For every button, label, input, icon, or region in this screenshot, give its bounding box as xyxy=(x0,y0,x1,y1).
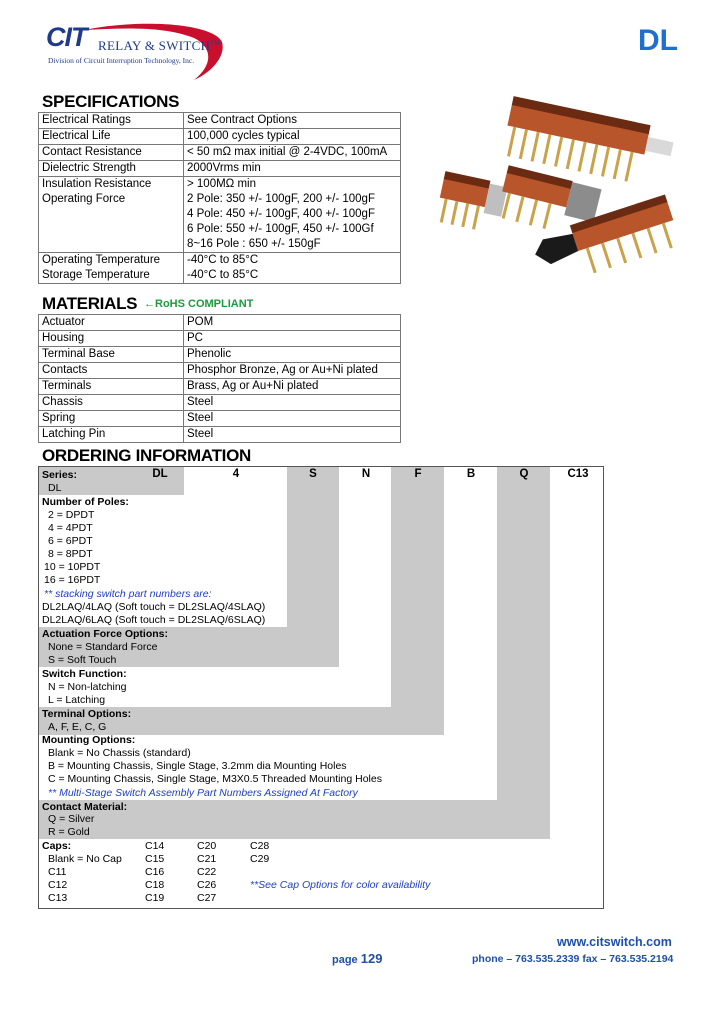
specifications-heading: SPECIFICATIONS xyxy=(42,92,180,111)
spec-value: 6 Pole: 550 +/- 100gF, 450 +/- 100Gf xyxy=(187,223,374,235)
page-number: page 129 xyxy=(332,951,383,966)
poles-option: 4 = 4PDT xyxy=(48,522,93,534)
materials-table xyxy=(38,314,401,443)
mounting-option: C = Mounting Chassis, Single Stage, M3X0.5 Threaded Mounting Holes xyxy=(48,773,382,785)
material-value: POM xyxy=(184,315,401,331)
poles-option: 16 = 16PDT xyxy=(44,574,101,586)
series-value: DL xyxy=(48,482,62,494)
code-terminal: F xyxy=(414,468,422,480)
spec-value: -40°C to 85°C xyxy=(187,269,259,281)
material-key: Contacts xyxy=(39,363,184,379)
table-row xyxy=(39,411,401,427)
table-row xyxy=(39,347,401,363)
spec-value: < 50 mΩ max initial @ 2-4VDC, 100mA xyxy=(184,145,401,161)
material-key: Actuator xyxy=(39,315,184,331)
actuation-option: None = Standard Force xyxy=(48,641,158,653)
code-poles: 4 xyxy=(232,468,240,480)
logo-cit-text: CIT xyxy=(46,22,87,52)
poles-option: 10 = 10PDT xyxy=(44,561,101,573)
cap-option: C18 xyxy=(145,879,165,891)
spec-key: Storage Temperature xyxy=(42,269,150,281)
spec-key: Insulation Resistance xyxy=(42,178,152,190)
spec-value-group xyxy=(184,177,401,253)
spec-key-group xyxy=(39,253,184,284)
logo-division-text: Division of Circuit Interruption Technology, Inc. xyxy=(48,56,195,65)
spec-value: 2000Vrms min xyxy=(184,161,401,177)
force-code-column xyxy=(287,467,339,627)
product-photo xyxy=(432,92,682,292)
materials-heading: MATERIALS xyxy=(42,294,138,313)
cap-option: C27 xyxy=(197,892,217,904)
series-title: DL xyxy=(638,24,678,57)
table-row xyxy=(39,253,401,284)
switch-function-title: Switch Function: xyxy=(42,668,127,680)
material-key: Terminals xyxy=(39,379,184,395)
logo-relay-text: RELAY & SWITCH™ xyxy=(98,38,220,53)
spec-key: Contact Resistance xyxy=(39,145,184,161)
cap-option: C11 xyxy=(48,866,67,878)
stacking-note: ** stacking switch part numbers are: xyxy=(44,588,212,600)
spec-key: Electrical Life xyxy=(39,129,184,145)
switch-function-option: N = Non-latching xyxy=(48,681,127,693)
cap-option: C19 xyxy=(145,892,165,904)
table-row xyxy=(39,315,401,331)
code-force: S xyxy=(309,468,317,480)
cap-option: C13 xyxy=(48,892,68,904)
rohs-compliant-label: ←RoHS COMPLIANT xyxy=(144,298,254,310)
material-value: PC xyxy=(184,331,401,347)
table-row xyxy=(39,395,401,411)
material-key: Housing xyxy=(39,331,184,347)
mounting-option: Blank = No Chassis (standard) xyxy=(48,747,191,759)
cap-option: C20 xyxy=(197,840,217,852)
code-contact: Q xyxy=(519,468,529,480)
cap-option: C22 xyxy=(197,866,217,878)
spec-value: > 100MΩ min xyxy=(187,178,256,190)
spec-value: -40°C to 85°C xyxy=(187,254,259,266)
spec-key: Electrical Ratings xyxy=(39,113,184,129)
stacking-part-1: DL2LAQ/4LAQ (Soft touch = DL2SLAQ/4SLAQ) xyxy=(42,601,266,613)
table-row xyxy=(39,113,401,129)
material-value: Phenolic xyxy=(184,347,401,363)
table-row xyxy=(39,379,401,395)
cap-option: C12 xyxy=(48,879,68,891)
actuation-title: Actuation Force Options: xyxy=(42,628,168,640)
material-value: Steel xyxy=(184,395,401,411)
poles-option: 2 = DPDT xyxy=(48,509,95,521)
contact-option: Q = Silver xyxy=(48,813,95,825)
specifications-table xyxy=(38,112,401,284)
code-series: DL xyxy=(152,468,168,480)
cap-option: C26 xyxy=(197,879,217,891)
material-key: Latching Pin xyxy=(39,427,184,443)
spec-key-group xyxy=(39,177,184,253)
spec-key: Operating Temperature xyxy=(42,254,161,266)
spec-key: Operating Force xyxy=(42,193,126,205)
material-key: Spring xyxy=(39,411,184,427)
terminal-option: A, F, E, C, G xyxy=(48,721,107,733)
spec-value: 2 Pole: 350 +/- 100gF, 200 +/- 100gF xyxy=(187,193,375,205)
mounting-title: Mounting Options: xyxy=(42,734,136,746)
table-row xyxy=(39,427,401,443)
spec-key: Dielectric Strength xyxy=(39,161,184,177)
contact-option: R = Gold xyxy=(48,826,90,838)
cap-option: C14 xyxy=(145,840,165,852)
spec-value: 8~16 Pole : 650 +/- 150gF xyxy=(187,238,321,250)
terminal-code-column xyxy=(391,467,444,707)
website-link[interactable]: www.citswitch.com xyxy=(557,935,672,949)
poles-title: Number of Poles: xyxy=(42,496,129,508)
table-row xyxy=(39,363,401,379)
spec-value: 100,000 cycles typical xyxy=(184,129,401,145)
contact-info: phone – 763.535.2339 fax – 763.535.2194 xyxy=(472,953,674,965)
cap-option: C16 xyxy=(145,866,165,878)
spec-value: 4 Pole: 450 +/- 100gF, 400 +/- 100gF xyxy=(187,208,375,220)
cap-option: Blank = No Cap xyxy=(48,853,122,865)
spec-value: See Contract Options xyxy=(184,113,401,129)
caps-note: **See Cap Options for color availability xyxy=(250,879,431,891)
material-value: Steel xyxy=(184,411,401,427)
table-row xyxy=(39,161,401,177)
stacking-part-2: DL2LAQ/6LAQ (Soft touch = DL2SLAQ/6SLAQ) xyxy=(42,614,266,626)
mounting-note: ** Multi-Stage Switch Assembly Part Numbers Assigned At Factory xyxy=(48,787,358,799)
cap-option: C28 xyxy=(250,840,270,852)
material-value: Steel xyxy=(184,427,401,443)
table-row xyxy=(39,129,401,145)
material-value: Phosphor Bronze, Ag or Au+Ni plated xyxy=(184,363,401,379)
terminal-title: Terminal Options: xyxy=(42,708,132,720)
contact-title: Contact Material: xyxy=(42,801,128,813)
series-label: Series: xyxy=(42,469,78,481)
code-cap: C13 xyxy=(567,468,589,480)
poles-option: 8 = 8PDT xyxy=(48,548,93,560)
mounting-option: B = Mounting Chassis, Single Stage, 3.2mm dia Mounting Holes xyxy=(48,760,347,772)
poles-option: 6 = 6PDT xyxy=(48,535,93,547)
material-value: Brass, Ag or Au+Ni plated xyxy=(184,379,401,395)
switch-function-option: L = Latching xyxy=(48,694,106,706)
code-function: N xyxy=(361,468,371,480)
table-row xyxy=(39,145,401,161)
ordering-heading: ORDERING INFORMATION xyxy=(42,446,252,465)
material-key: Chassis xyxy=(39,395,184,411)
contact-code-column xyxy=(497,467,550,839)
cap-option: C15 xyxy=(145,853,165,865)
cap-option: C29 xyxy=(250,853,270,865)
table-row xyxy=(39,177,401,253)
table-row xyxy=(39,331,401,347)
caps-title: Caps: xyxy=(42,840,72,852)
code-mounting: B xyxy=(466,468,476,480)
spec-value-group xyxy=(184,253,401,284)
actuation-option: S = Soft Touch xyxy=(48,654,117,666)
cap-option: C21 xyxy=(197,853,217,865)
material-key: Terminal Base xyxy=(39,347,184,363)
